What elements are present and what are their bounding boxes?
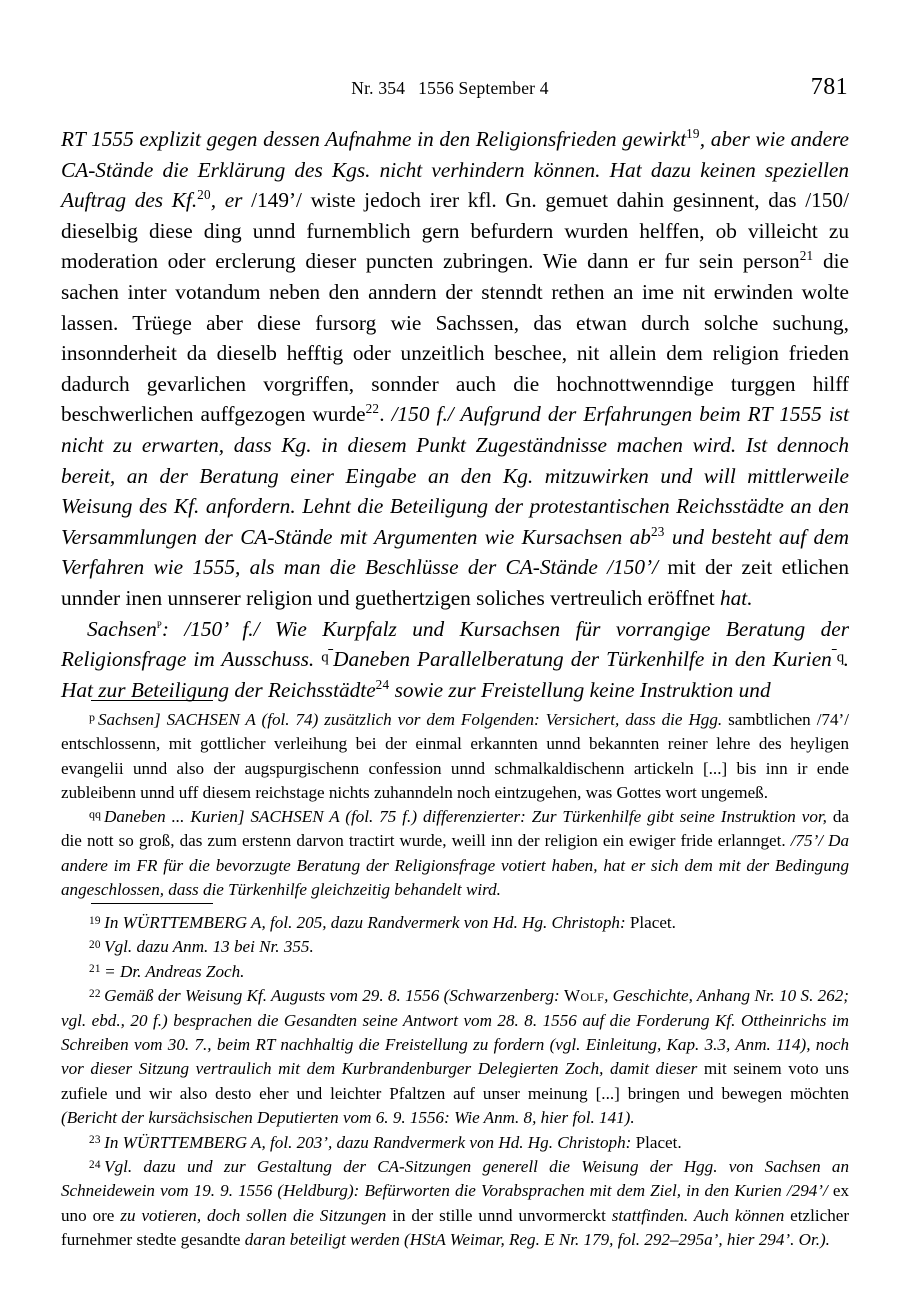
source-quotation: Placet. [631, 1132, 682, 1152]
apparatus-note-marker: qq [89, 807, 101, 822]
footnote-reference[interactable]: 19 [686, 125, 700, 141]
footnote-item [61, 935, 849, 959]
source-quotation: /149’/ wiste jedoch irer kfl. Gn. gemuet dahin gesinnent, das /150/ dieselbig diese ding unnd furnemblich gern befurdern wurden helffen, ob villeicht zu moderation oder erclerung dieser puncten zubringen. Wie dann er fur sein person [61, 188, 849, 274]
editorial-text: /150 f./ Aufgrund der Erfahrungen beim RT 1555 ist nicht zu erwarten, dass Kg. in diesem Punkt Zugeständnisse machen wird. Ist dennoch bereit, an der Beratung einer Eingabe an den Kg. mitzuwirken und will mittlerweile Weisung des Kf. anfordern. Lehnt die Beteiligung der protestantischen Reichsstädte an den Versammlungen der CA-Stände mit Argumenten wie Kursachsen ab [61, 402, 849, 549]
footnote-item [61, 911, 849, 935]
critical-apparatus [61, 700, 849, 902]
editorial-text: hat. [720, 585, 753, 610]
apparatus-rule [91, 700, 213, 701]
editorial-text: In WÜRTTEMBERG A, fol. 205, dazu Randvermerk von Hd. Hg. Christoph: [104, 913, 626, 932]
editorial-text: RT 1555 explizit gegen dessen Aufnahme in den Religionsfrieden gewirkt [61, 127, 687, 151]
paragraph-main [61, 124, 849, 614]
footnote-item [61, 960, 849, 984]
editorial-text: . Hat zur Beteiligung der Reichsstädte [61, 647, 849, 702]
apparatus-siglum[interactable]: p [156, 616, 162, 631]
editorial-text: Vgl. dazu und zur Gestaltung der CA-Sitzungen generell die Weisung der Hgg. von Sachsen an Schneidewein vom 19. 9. 1556 (Heldburg): Befürworten die Vorabsprachen mit dem Ziel, in den Kurien /294’/ [61, 1157, 849, 1201]
editorial-text: daran beteiligt werden (HStA Weimar, Reg. E Nr. 179, fol. 292–295a’, hier 294’. Or.). [244, 1230, 830, 1250]
footnote-item [61, 1131, 849, 1155]
footnote-number: 23 [89, 1134, 101, 1147]
editorial-text: : /150’ f./ Wie Kurpfalz und Kursachsen für vorrangige Beratung der Religionsfrage im Ausschuss. [61, 616, 849, 672]
footnote-number: 19 [89, 914, 101, 927]
source-quotation: mit seinem voto uns zufiele und wir also desto eher und leichter Pfaltzen auf unser meinung [...] bringen und bewegen möchten [61, 1059, 849, 1103]
editorial-text: Vgl. dazu Anm. 13 bei Nr. 355. [104, 937, 314, 957]
editorial-text: Sachsen [87, 616, 157, 641]
footnote-container [61, 911, 849, 1253]
footnote-reference[interactable]: 23 [650, 523, 665, 539]
source-quotation: mit der zeit etlichen unnder inen unnserer religion und guethertzigen soliches vertreulich eröffnet [61, 555, 849, 610]
editorial-text: In WÜRTTEMBERG A, fol. 203’, dazu Randvermerk von Hd. Hg. Christoph: [104, 1132, 632, 1152]
footnote-number: 20 [89, 938, 101, 951]
footnote-item [61, 1155, 849, 1253]
source-quotation: da die nott so groß, das zum erstenn darvon tractirt wurde, weill inn der religion ein ewiger fride erlannget. [61, 807, 849, 851]
editorial-text: (Bericht der kursächsischen Deputierten vom 6. 9. 1556: Wie Anm. 8, hier fol. 141). [61, 1108, 635, 1128]
paragraph-sachsen [61, 614, 849, 706]
editorial-text: zu votieren, doch sollen die Sitzungen [120, 1205, 387, 1225]
body-text [61, 124, 849, 705]
editorial-text: /75’/ Da andere im FR für die bevorzugte Beratung der Religionsfrage votiert haben, hat er sich dem mit der Bedingung angeschlossen, dass die Türkenhilfe gleichzeitig behandelt wird. [61, 831, 849, 900]
footnote-number: 24 [89, 1158, 101, 1171]
footnote-list [61, 903, 849, 1253]
running-head [52, 74, 848, 104]
editorial-text: stattfinden. Auch können [611, 1205, 785, 1225]
document-date: 1556 September 4 [418, 78, 549, 98]
footnote-rule [91, 903, 213, 904]
source-quotation: Placet. [625, 913, 676, 932]
footnote-reference[interactable]: 22 [365, 401, 380, 417]
editorial-text: sowie zur Freistellung keine Instruktion und [389, 677, 771, 702]
editorial-text: = Dr. Andreas Zoch. [104, 961, 245, 981]
apparatus-marker-open[interactable]: q [321, 649, 329, 666]
footnote-reference[interactable]: 21 [799, 248, 814, 264]
apparatus-marker-close[interactable]: q [836, 649, 844, 666]
editorial-text: , Geschichte, Anhang Nr. 10 S. 262; vgl. ebd., 20 f.) besprachen die Gesandten seine Antwort vom 28. 8. 1556 auf die Forderung Kf. Ottheinrichs im Schreiben vom 30. 7., beim RT nachhaltig die Freistellung zu fordern (vgl. Einleitung, Kap. 3.3, Anm. 114), noch vor dieser Sitzung vertraulich mit dem Kurbrandenburger Delegierten Zoch, damit dieser [61, 986, 849, 1079]
page-number: 781 [810, 74, 848, 100]
editorial-text: Daneben ... Kurien] SACHSEN A (fol. 75 f.) differenzierter: Zur Türkenhilfe gibt seine Instruktion vor, [103, 807, 827, 827]
source-quotation: . [379, 402, 385, 427]
editorial-text: Daneben Parallelberatung der Türkenhilfe in den Kurien [333, 647, 832, 672]
footnote-number: 22 [89, 987, 101, 1000]
editorial-text: Sachsen] SACHSEN A (fol. 74) zusätzlich vor dem Folgenden: Versichert, dass die Hgg. [97, 710, 723, 729]
footnote-reference[interactable]: 24 [375, 676, 390, 692]
footnote-item [61, 984, 849, 1130]
apparatus-note-q [61, 805, 849, 902]
source-quotation: ex uno ore [61, 1181, 849, 1225]
editorial-text: Gemäß der Weisung Kf. Augusts vom 29. 8. 1556 (Schwarzenberg: [104, 986, 565, 1006]
apparatus-note-p [61, 708, 849, 805]
source-quotation: die sachen inter votandum neben den anndern der stenndt rethen an ime nit erwinden wolte lassen. Trüege aber diese fursorg wie Sachssen, das etwan durch solche suchung, insonnderheit da dieselb hefftig oder unzeitlich beschee, nit allein dem religion frieden dadurch gevarlichen vorgriffen, sonnder auch die hochnottwenndige turggen hilff beschwerlichen auffgezogen wurde [61, 249, 850, 427]
editorial-text: und besteht auf dem Verfahren wie 1555, als man die Beschlüsse der CA-Stände /150’/ [61, 524, 850, 580]
footnote-reference[interactable]: 20 [197, 187, 211, 203]
editorial-text: , er [210, 188, 243, 213]
footnote-number: 21 [89, 963, 101, 976]
running-head-center [52, 78, 848, 99]
source-quotation: sambtlichen /74’/ entschlossenn, mit gottlicher verleihung bei der einmal erkannten unnd bekannten reiner lehre des heyligen evangelii unnd also der augspurgischenn confession unnd schmalkaldischenn artickeln [...] bis inn ir ende zubleibenn unnd uff diesem reichstage nichts zuhanndeln noch eintzugehen, was Gottes wort ungemeß. [61, 710, 849, 802]
author-name: Wolf [564, 986, 605, 1006]
document-number: Nr. 354 [351, 78, 406, 98]
editorial-text: , aber wie andere CA-Stände die Erklärung des Kgs. nicht verhindern können. Hat dazu keinen speziellen Auftrag des Kf. [61, 127, 849, 213]
apparatus-note-marker: p [89, 710, 95, 725]
source-quotation: in der stille unnd unvormerckt [386, 1205, 612, 1225]
source-quotation: etzlicher furnehmer stedte gesandte [61, 1205, 850, 1250]
